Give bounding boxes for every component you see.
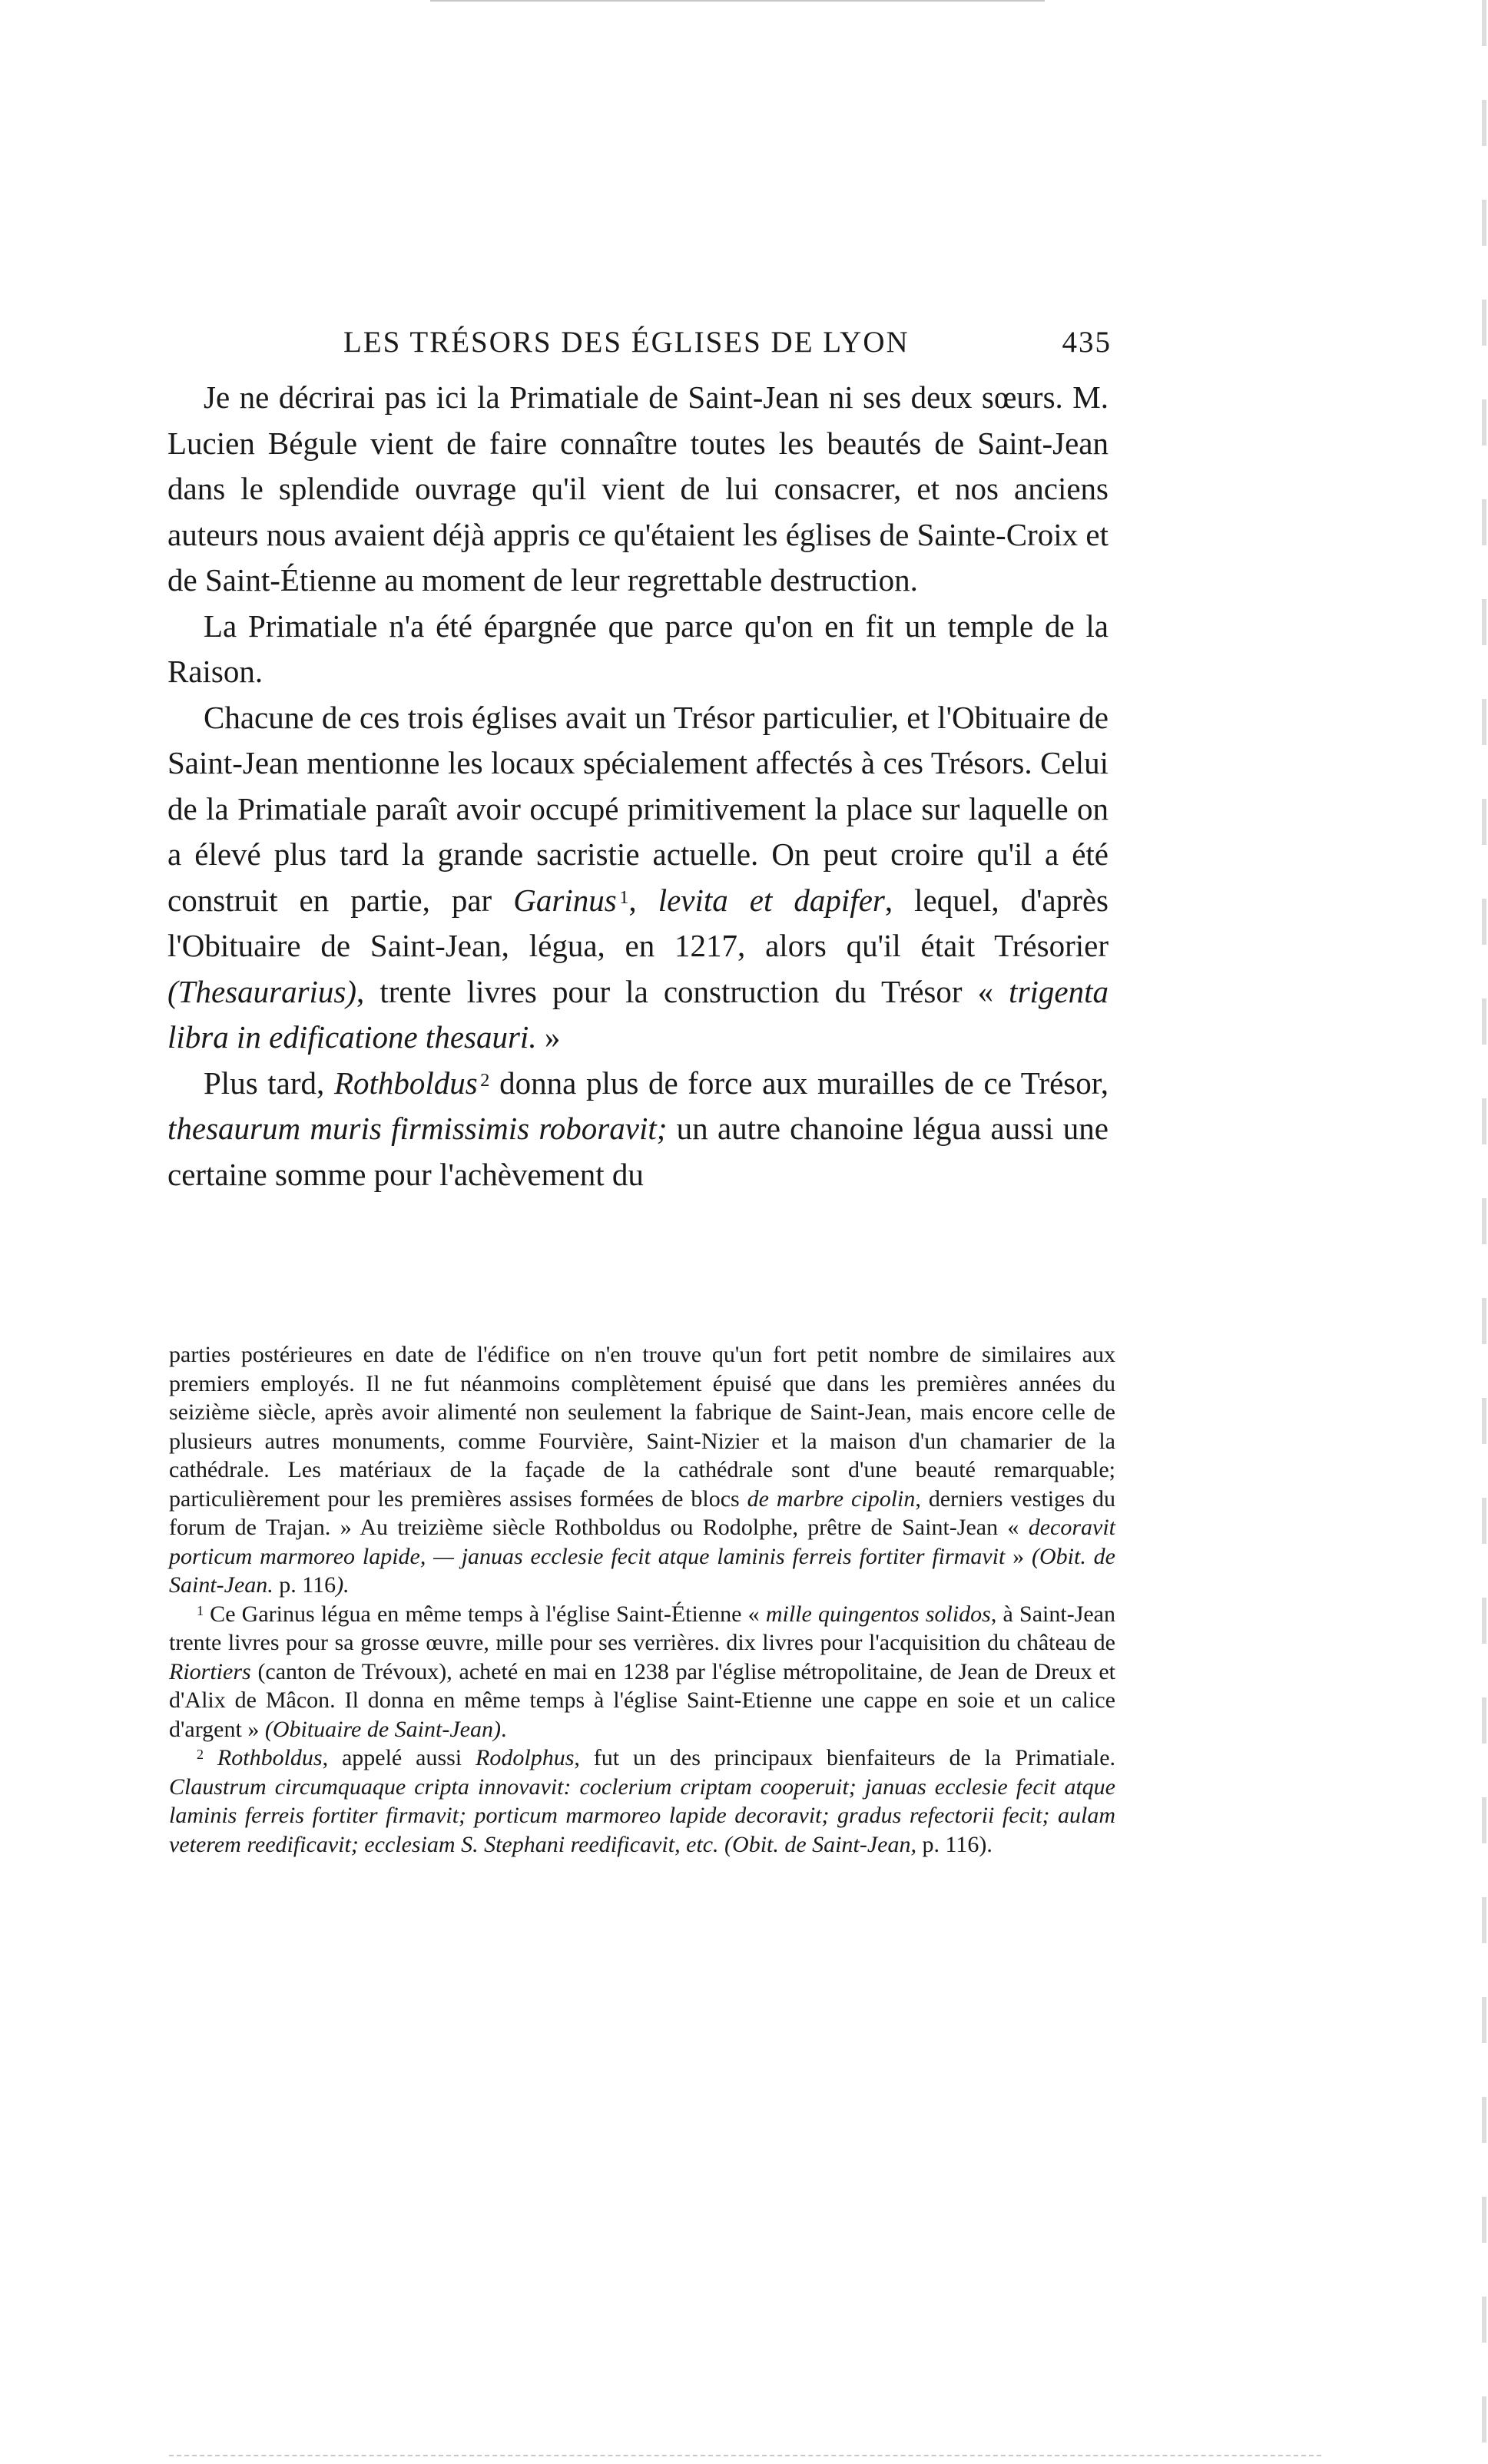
bottom-scan-rule: [169, 2455, 1321, 2456]
p3-text-c: , lequel, d'après l'Obituaire de Saint-Jean, légua, en 1217, alors qu'il était Trésorier: [167, 882, 1109, 963]
running-title: LES TRÉSORS DES ÉGLISES DE LYON: [343, 326, 910, 359]
note-cont-marbre: de marbre cipolin: [747, 1485, 916, 1512]
main-text: [167, 375, 1109, 1197]
p3-levita: levita et dapifer: [658, 882, 885, 918]
note-cont-text-e: ).: [336, 1572, 350, 1598]
p3-text-e: »: [536, 1019, 561, 1055]
footnote-2: [169, 1744, 1115, 1859]
paragraph-4: [167, 1061, 1109, 1198]
note-cont-decoravit: decoravit porticum marmoreo lapide, — januas ecclesie fecit atque laminis ferreis fortiter firmavit: [169, 1515, 1115, 1569]
footnotes: [169, 1340, 1115, 1859]
note-cont-text-c: »: [1005, 1543, 1032, 1569]
footnote-ref-2: 2: [480, 1069, 490, 1091]
paragraph-2: La Primatiale n'a été épargnée que parce qu'on en fit un temple de la Raison.: [167, 608, 1109, 689]
p4-text-b: donna plus de force aux murailles de ce Trésor,: [489, 1065, 1109, 1101]
p3-thesaurarius: (Thesaurarius): [167, 973, 357, 1009]
fn2-claustrum: Claustrum circumquaque cripta innovavit: coclerium criptam cooperuit; januas ecclesie fecit atque laminis ferreis fortiter firmavit; porticum marmoreo lapide decoravit; gradus refectorii fecit; aulam veterem reedificavit; ecclesiam S. Stephani reedificavit, etc. (Obit. de Saint-Jean,: [169, 1773, 1115, 1857]
page-number: 435: [1062, 326, 1112, 359]
fn2-rodolphus: Rodolphus: [476, 1745, 575, 1770]
paragraph-1: Je ne décrirai pas ici la Primatiale de Saint-Jean ni ses deux sœurs. M. Lucien Bégule vient de faire connaître toutes les beautés de Saint-Jean dans le splendide ouvrage qu'il vient de lui consacrer, et nos anciens auteurs nous avaient déjà appris ce qu'étaient les églises de Sainte-Croix et de Saint-Étienne au moment de leur regrettable destruction.: [167, 379, 1109, 598]
top-scan-rule: [430, 0, 1045, 2]
fn1-text-a: Ce Garinus légua en même temps à l'église Saint-Étienne «: [204, 1601, 766, 1627]
p3-trigenta: trigenta libra in edificatione thesauri.: [167, 973, 1109, 1055]
p3-text-a: Chacune de ces trois églises avait un Trésor particulier, et l'Obituaire de Saint-Jean mentionne les locaux spécialement affectés à ces Trésors. Celui de la Primatiale paraît avoir occupé primitivement la place sur laquelle on a élevé plus tard la grande sacristie actuelle. On peut croire qu'il a été construit en partie, par: [167, 699, 1109, 918]
fn1-text-c: (canton de Trévoux), acheté en mai en 1238 par l'église métropolitaine, de Jean de Dreux et d'Alix de Mâcon. Il donna en même temps à l'église Saint-Etienne une cappe en soie et un calice d'argent »: [169, 1658, 1115, 1742]
note-cont-text-a: parties postérieures en date de l'édifice on n'en trouve qu'un fort petit nombre de similaires aux premiers employés. Il ne fut néanmoins complètement épuisé que dans les premières années du seizième siècle, après avoir alimenté non seulement la fabrique de Saint-Jean, mais encore celle de plusieurs autres monuments, comme Fourvière, Saint-Nizier et la maison d'un chamarier de la cathédrale. Les matériaux de la façade de la cathédrale sont d'une beauté remarquable; particulièrement pour les premières assises formées de blocs: [169, 1342, 1115, 1512]
p4-rothboldus: Rothboldus: [333, 1065, 478, 1101]
note-cont-text-b: , derniers vestiges du forum de Trajan. » Au treizième siècle Rothboldus ou Rodolphe, prêtre de Saint-Jean «: [169, 1485, 1115, 1540]
p4-thesaurum: thesaurum muris firmissimis roboravit;: [167, 1111, 668, 1146]
scan-edge-marks: [1482, 0, 1486, 2464]
fn1-mille: mille quingentos solidos: [765, 1601, 991, 1627]
fn2-text-b: , fut un des principaux bienfaiteurs de la Primatiale.: [574, 1745, 1116, 1770]
footnote-ref-1: 1: [619, 886, 629, 908]
fn2-rothboldus: Rothboldus: [217, 1745, 323, 1770]
fn1-text-b: , à Saint-Jean trente livres pour sa grosse œuvre, mille pour ses verrières. dix livres pour l'acquisition du château de: [169, 1601, 1115, 1655]
fn1-text-d: .: [500, 1716, 507, 1742]
fn1-riortiers: Riortiers: [169, 1658, 251, 1684]
fn2-text-a: , appelé aussi: [322, 1745, 476, 1770]
p4-text-c: un autre chanoine légua aussi une certaine somme pour l'achèvement du: [167, 1111, 1109, 1192]
p3-text-d: , trente livres pour la construction du Trésor «: [356, 973, 1009, 1009]
footnote-2-number: 2: [197, 1747, 204, 1762]
running-header: [343, 325, 1112, 359]
fn1-obit: (Obituaire de Saint-Jean): [264, 1716, 501, 1742]
fn2-text-c: p. 116).: [916, 1831, 993, 1857]
p3-text-b: ,: [628, 882, 658, 918]
p4-text-a: Plus tard,: [204, 1065, 334, 1101]
note-cont-obit: (Obit. de Saint-Jean.: [169, 1543, 1115, 1598]
note-cont-text-d: p. 116: [273, 1572, 336, 1598]
footnote-continuation: [169, 1340, 1115, 1600]
paragraph-3: [167, 695, 1109, 1061]
footnote-1-number: 1: [197, 1602, 204, 1618]
p3-garinus: Garinus: [513, 882, 617, 918]
footnote-1: [169, 1600, 1115, 1744]
